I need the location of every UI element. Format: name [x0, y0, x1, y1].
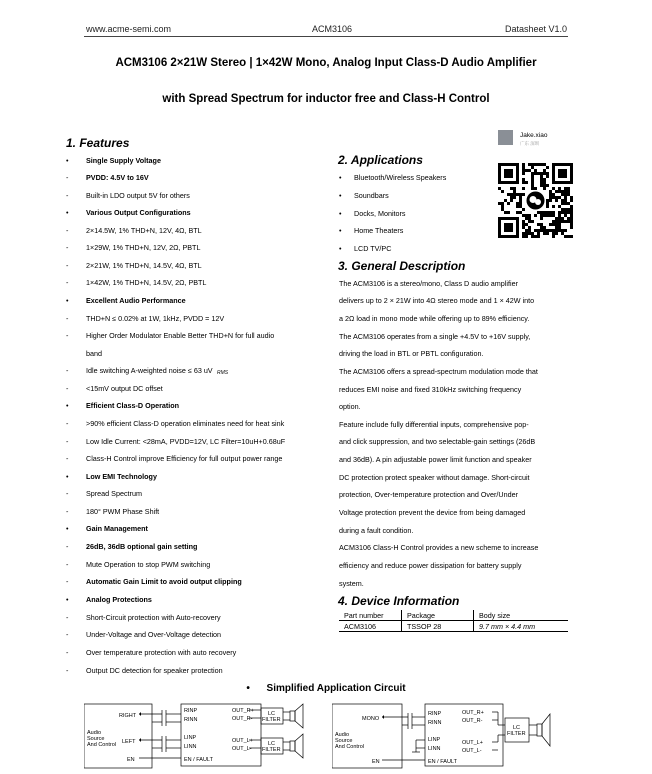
circuit-label: Source — [87, 736, 105, 742]
device-info-heading: 4. Device Information — [338, 594, 460, 608]
feature-text: Over temperature protection with auto recovery — [86, 648, 237, 657]
feature-bullet: • — [66, 401, 69, 410]
description-line: option. — [339, 402, 361, 411]
description-line: DC protection protect speaker without damage. Short-circuit — [339, 473, 530, 482]
feature-text: Output DC detection for speaker protection — [86, 666, 223, 675]
feature-bullet: - — [66, 542, 69, 551]
circuit-label: FILTER — [507, 731, 526, 737]
circuit-label: LC — [513, 725, 521, 731]
description-line: Feature include fully differential inputs, comprehensive pop- — [339, 420, 529, 429]
applications-heading: 2. Applications — [338, 153, 423, 167]
table-cell: TSSOP 28 — [402, 621, 474, 632]
application-bullet: • — [339, 191, 342, 200]
feature-text: 26dB, 36dB optional gain setting — [86, 542, 198, 551]
table-cell: ACM3106 — [339, 621, 402, 632]
description-line: The ACM3106 offers a spread-spectrum modulation mode that — [339, 367, 538, 376]
circuit-label: OUT_L- — [462, 748, 482, 754]
feature-bullet: - — [66, 560, 69, 569]
feature-text: Spread Spectrum — [86, 489, 142, 498]
circuit-label: EN / FAULT — [428, 759, 457, 765]
feature-bullet: - — [66, 366, 69, 375]
circuit-label: RINP — [184, 708, 198, 714]
feature-bullet: - — [66, 454, 69, 463]
circuit-mono-diagram — [332, 700, 577, 774]
feature-bullet: - — [66, 648, 69, 657]
circuit-label: Audio — [87, 730, 102, 736]
feature-bullet: - — [66, 507, 69, 516]
feature-text: band — [86, 349, 102, 358]
circuit-label: Source — [335, 738, 353, 744]
feature-bullet: - — [66, 261, 69, 270]
application-bullet: • — [339, 173, 342, 182]
feature-bullet: - — [66, 419, 69, 428]
feature-text: Higher Order Modulator Enable Better THD+N for full audio — [86, 331, 275, 340]
description-line: delivers up to 2 × 21W into 4Ω stereo mode and 1 × 42W into — [339, 296, 535, 305]
application-text: Docks, Monitors — [354, 209, 406, 218]
feature-bullet: • — [66, 208, 69, 217]
circuit-label: LC — [268, 711, 276, 717]
feature-bullet: - — [66, 666, 69, 675]
feature-text: Built-in LDO output 5V for others — [86, 191, 190, 200]
feature-text: Automatic Gain Limit to avoid output clipping — [86, 577, 242, 586]
avatar — [498, 130, 513, 145]
description-line: system. — [339, 579, 364, 588]
feature-bullet: • — [66, 472, 69, 481]
feature-text: 1×29W, 1% THD+N, 12V, 2Ω, PBTL — [86, 243, 201, 252]
circuit-heading — [0, 683, 652, 694]
circuit-label: And Control — [335, 744, 365, 750]
description-line: The ACM3106 operates from a single +4.5V to +16V supply, — [339, 332, 531, 341]
application-text: Bluetooth/Wireless Speakers — [354, 173, 447, 182]
feature-text: 1×42W, 1% THD+N, 14.5V, 2Ω, PBTL — [86, 278, 207, 287]
circuit-label: EN / FAULT — [184, 757, 213, 763]
application-text: Home Theaters — [354, 226, 404, 235]
description-line: The ACM3106 is a stereo/mono, Class D audio amplifier — [339, 279, 518, 288]
feature-bullet: - — [66, 613, 69, 622]
feature-bullet: - — [66, 630, 69, 639]
application-bullet: • — [339, 226, 342, 235]
description-line: Voltage protection prevent the device from being damaged — [339, 508, 526, 517]
circuit-bullet: • — [246, 683, 250, 694]
feature-text: >90% efficient Class-D operation eliminates need for heat sink — [86, 419, 285, 428]
qr-code — [498, 163, 586, 249]
feature-bullet: • — [66, 524, 69, 533]
doc-title-line2: with Spread Spectrum for inductor free and Class-H Control — [162, 93, 490, 105]
feature-text: 180° PWM Phase Shift — [86, 507, 160, 516]
header-rule — [84, 36, 568, 37]
circuit-label: OUT_R+ — [462, 710, 484, 716]
qr-name: Jake.xiao — [520, 132, 548, 139]
circuit-label: LINN — [428, 746, 441, 752]
circuit-label: EN — [372, 759, 380, 765]
feature-bullet: - — [66, 384, 69, 393]
doc-title-line1: ACM3106 2×21W Stereo | 1×42W Mono, Analog Input Class-D Audio Amplifier — [115, 57, 537, 69]
feature-bullet: - — [66, 577, 69, 586]
qr-card — [498, 130, 568, 250]
feature-text: Low Idle Current: <28mA, PVDD=12V, LC Filter=10uH+0.68uF — [86, 437, 286, 446]
feature-text: Mute Operation to stop PWM switching — [86, 560, 211, 569]
circuit-label: LEFT — [122, 739, 136, 745]
description-line: and click suppression, and two selectable-gain settings (26dB — [339, 437, 536, 446]
circuit-label: MONO — [362, 716, 380, 722]
feature-bullet: - — [66, 243, 69, 252]
circuit-label: Audio — [335, 732, 350, 738]
circuit-label: OUT_R- — [232, 716, 253, 722]
feature-text: 2×14.5W, 1% THD+N, 12V, 4Ω, BTL — [86, 226, 202, 235]
feature-text: Short-Circuit protection with Auto-recovery — [86, 613, 221, 622]
feature-text: <15mV output DC offset — [86, 384, 163, 393]
feature-text: Efficient Class-D Operation — [86, 401, 180, 410]
circuit-label: OUT_R+ — [232, 708, 254, 714]
circuit-label: LINP — [428, 737, 441, 743]
table-header-cell: Package — [402, 610, 474, 621]
circuit-label: OUT_L+ — [232, 738, 253, 744]
feature-text: PVDD: 4.5V to 16V — [86, 173, 149, 182]
feature-text: Excellent Audio Performance — [86, 296, 186, 305]
description-line: during a fault condition. — [339, 526, 414, 535]
table-cell: 9.7 mm × 4.4 mm — [474, 621, 569, 632]
table-row — [339, 621, 568, 632]
circuit-label: And Control — [87, 742, 117, 748]
description-heading: 3. General Description — [338, 259, 466, 273]
feature-text: Under-Voltage and Over-Voltage detection — [86, 630, 222, 639]
circuit-label: FILTER — [262, 717, 281, 723]
feature-bullet: - — [66, 437, 69, 446]
table-header-cell: Part number — [339, 610, 402, 621]
feature-text: Single Supply Voltage — [86, 156, 161, 165]
header-website: www.acme-semi.com — [86, 24, 172, 34]
feature-bullet: - — [66, 278, 69, 287]
header-doc: Datasheet V1.0 — [505, 24, 568, 34]
feature-bullet: • — [66, 296, 69, 305]
feature-text: Low EMI Technology — [86, 472, 157, 481]
feature-bullet: - — [66, 173, 69, 182]
feature-bullet: • — [66, 156, 69, 165]
feature-bullet: - — [66, 314, 69, 323]
description-line: a 2Ω load in mono mode while offering up to 89% efficiency. — [339, 314, 530, 323]
circuit-heading-text: Simplified Application Circuit — [266, 683, 406, 694]
circuit-label: FILTER — [262, 747, 281, 753]
circuit-label: OUT_L+ — [462, 740, 483, 746]
device-info-table — [339, 610, 568, 632]
feature-bullet: - — [66, 191, 69, 200]
feature-text: Class-H Control improve Efficiency for full output power range — [86, 454, 283, 463]
circuit-label: LINP — [184, 735, 197, 741]
feature-text: Gain Management — [86, 524, 148, 533]
table-header-cell: Body size — [474, 610, 569, 621]
description-line: driving the load in BTL or PBTL configuration. — [339, 349, 484, 358]
circuit-label: RINP — [428, 711, 442, 717]
qr-location: 广东 深圳 — [520, 141, 540, 146]
circuit-label: LINN — [184, 744, 197, 750]
circuit-label: OUT_L- — [232, 746, 252, 752]
application-text: LCD TV/PC — [354, 244, 392, 253]
feature-text: Idle switching A-weighted noise ≤ 63 uV — [86, 366, 213, 375]
feature-bullet: • — [66, 595, 69, 604]
application-bullet: • — [339, 244, 342, 253]
application-bullet: • — [339, 209, 342, 218]
description-line: protection, Over-temperature protection and Over/Under — [339, 490, 518, 499]
feature-text: THD+N ≤ 0.02% at 1W, 1kHz, PVDD = 12V — [86, 314, 225, 323]
description-line: and 36dB). A pin adjustable power limit function and speaker — [339, 455, 532, 464]
feature-text: Various Output Configurations — [86, 208, 191, 217]
description-line: ACM3106 Class-H Control provides a new scheme to increase — [339, 543, 539, 552]
circuit-label: RIGHT — [119, 713, 137, 719]
feature-bullet: - — [66, 331, 69, 340]
description-line: efficiency and reduce power dissipation for battery supply — [339, 561, 522, 570]
feature-bullet: - — [66, 226, 69, 235]
circuit-stereo-diagram — [84, 700, 329, 774]
description-line: reduces EMI noise and fixed 310kHz switching frequency — [339, 385, 522, 394]
circuit-label: LC — [268, 741, 276, 747]
table-header-row — [339, 610, 568, 621]
feature-subscript: RMS — [217, 370, 229, 376]
feature-bullet: - — [66, 489, 69, 498]
header-part: ACM3106 — [312, 24, 353, 34]
application-text: Soundbars — [354, 191, 389, 200]
feature-text: Analog Protections — [86, 595, 152, 604]
circuit-label: OUT_R- — [462, 718, 483, 724]
feature-text: 2×21W, 1% THD+N, 14.5V, 4Ω, BTL — [86, 261, 202, 270]
circuit-label: RINN — [428, 720, 442, 726]
circuit-label: RINN — [184, 717, 198, 723]
circuit-label: EN — [127, 757, 135, 763]
features-heading: 1. Features — [66, 136, 130, 150]
